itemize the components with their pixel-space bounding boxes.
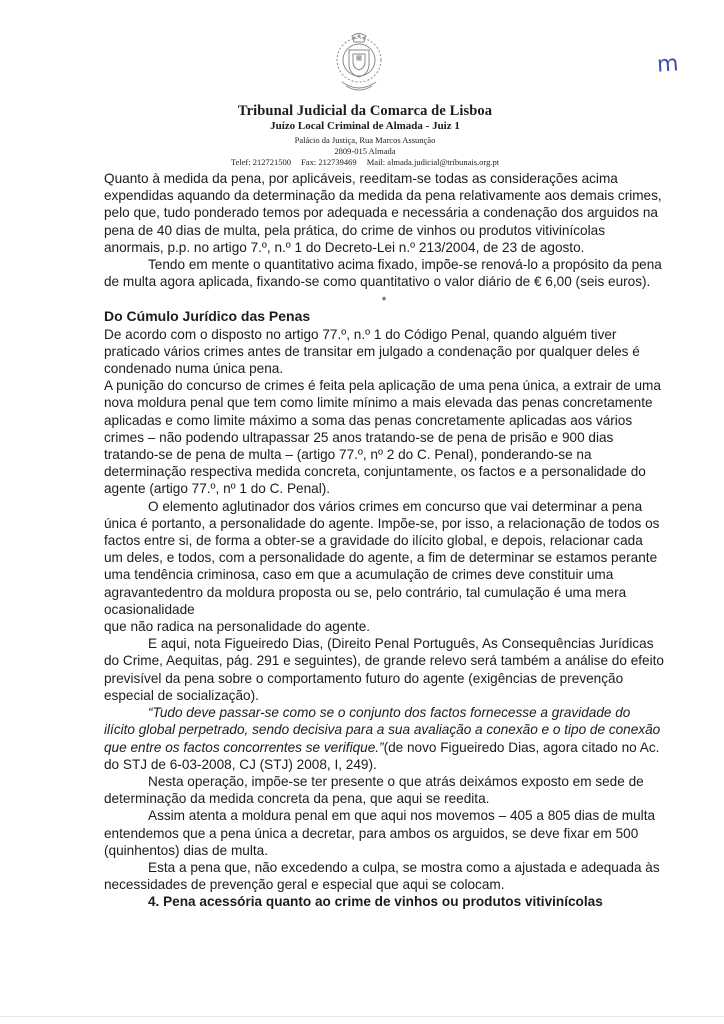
paragraph: que não radica na personalidade do agente. — [104, 619, 371, 635]
court-phone: Telef: 212721500 — [230, 157, 291, 167]
paragraph: Assim atenta a moldura penal em que aqui nos movemos – 405 a 805 dias de multa entendemos que a pena única a decretar, para ambos os arguidos, se deve fixar em 500 (quinhentos) dias de multa. — [104, 808, 656, 858]
paragraph: Tendo em mente o quantitativo acima fixado, impõe-se renová-lo a propósito da pena de multa agora aplicada, fixando-se como quantitativo o valor diário de € 6,00 (seis euros). — [104, 257, 662, 290]
quote-reference: (de novo Figueiredo Dias, agora citado no Ac. do STJ de 6-03-2008, CJ (STJ) 2008, I, 249). — [104, 739, 660, 772]
paragraph: O elemento aglutinador dos vários crimes em concurso que vai determinar a pena única é portanto, a personalidade do agente. Impõe-se, por isso, a relacionação de todos os factos entre si, de forma a obter-se a gravidade do ilícito global, e depois, relacionar cada um deles, e todos, com a personalidade do agente, a fim de determinar se estamos perante uma tendência criminosa, caso em que a acumulação de crimes deve constituir uma agravantedentro da moldura proposta ou se, pelo contrário, tal cumulação é uma mera ocasionalidade — [104, 498, 660, 617]
court-subtitle: Juízo Local Criminal de Almada - Juiz 1 — [270, 120, 460, 132]
section-separator: * — [381, 295, 387, 308]
page-bottom-edge — [0, 1016, 724, 1017]
paragraph: Quanto à medida da pena, por aplicáveis, reeditam-se todas as considerações acima expendidas aquando da determinação da medida da pena relativamente aos demais crimes, pelo que, tudo ponderado temos por adequada e necessária a condenação dos arguidos na pena de 40 dias de multa, pela prática, do crime de vinhos ou produtos vitivinícolas anormais, p.p. no artigo 7.º, n.º 1 do Decreto-Lei n.º 213/2004, de 23 de agosto. — [104, 171, 662, 255]
subsection-heading: 4. Pena acessória quanto ao crime de vinhos ou produtos vitivinícolas — [148, 894, 603, 910]
paragraph: A punição do concurso de crimes é feita pela aplicação de uma pena única, a extrair de uma nova moldura penal que tem como limite mínimo a mais elevada das penas concretamente aplicadas e como limite máximo a soma das penas concretamente aplicadas aos vários crimes – não podendo ultrapassar 25 anos tratando-se de pena de prisão e 900 dias tratando-se de pena de multa – (artigo 77.º, nº 2 do C. Penal), ponderando-se na determinação respectiva medida concreta, conjuntamente, os factos e a personalidade do agente (artigo 77.º, nº 1 do C. Penal). — [104, 378, 661, 497]
document-body — [104, 170, 664, 911]
section-heading: Do Cúmulo Jurídico das Penas — [104, 308, 311, 325]
quote-text: “Tudo deve passar-se como se o conjunto dos factos fornecesse a gravidade do ilícito global perpetrado, sendo decisiva para a sua avaliação a conexão e o tipo de conexão que entre os factos concorrentes se verifique.” — [104, 705, 661, 755]
paragraph: E aqui, nota Figueiredo Dias, (Direito Penal Português, As Consequências Jurídicas do Crime, Aequitas, pág. 291 e seguintes), de grande relevo será também a análise do efeito previsível da pena sobre o comportamento futuro do agente (exigências de prevenção especial de socialização). — [104, 636, 664, 703]
court-fax: Fax: 212739469 — [301, 157, 357, 167]
court-address: Palácio da Justiça, Rua Marcos Assunção — [294, 135, 436, 145]
quote-paragraph — [104, 704, 664, 773]
handwritten-mark: m — [656, 51, 680, 78]
paragraph: De acordo com o disposto no artigo 77.º, n.º 1 do Código Penal, quando alguém tiver praticado vários crimes antes de transitar em julgado a condenação por qualquer deles é condenado numa única pena. — [104, 326, 640, 377]
court-email: Mail: almada.judicial@tribunais.org.pt — [366, 157, 500, 167]
court-contacts — [160, 157, 570, 167]
paragraph: Esta a pena que, não excedendo a culpa, se mostra como a ajustada e adequada às necessidades de prevenção geral e especial que aqui se colocam. — [104, 859, 660, 893]
paragraph: Nesta operação, impõe-se ter presente o que atrás deixámos exposto em sede de determinação da medida concreta da pena, que aqui se reedita. — [104, 773, 644, 807]
court-postal-code: 2809-015 Almada — [334, 146, 396, 156]
coat-of-arms-icon — [330, 30, 388, 98]
court-title: Tribunal Judicial da Comarca de Lisboa — [237, 103, 493, 119]
